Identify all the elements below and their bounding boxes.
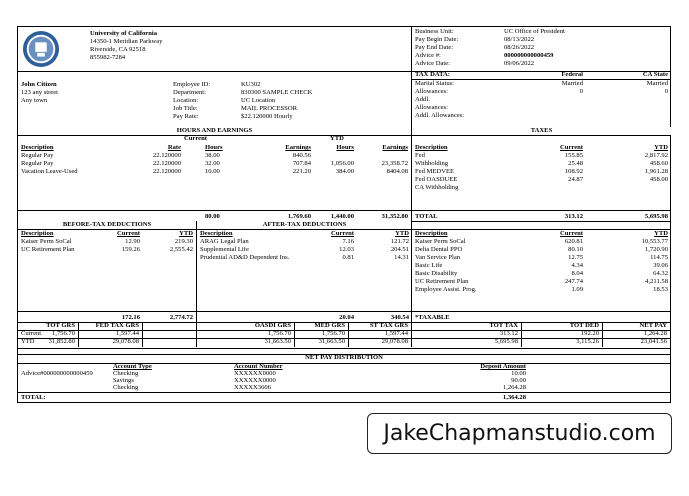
after-tax-section: AFTER-TAX DEDUCTIONS Description Current YTD ARAG Legal Plan 7.16 121.72 Supplemental Life 12.03 204.51 Prudential AD&D Dependent Ins. 0.81 14.31 20.04 340.54: [196, 221, 412, 323]
company-name: University of California: [90, 30, 158, 37]
department: 830300 SAMPLE CHECK: [241, 89, 313, 96]
taxable-note: *TAXABLE: [415, 314, 450, 321]
net-pay-title: NET PAY DISTRIBUTION: [305, 354, 383, 361]
university-seal-icon: [22, 30, 60, 68]
tax-data-federal: Federal: [561, 71, 583, 78]
header-block: [18, 27, 670, 72]
earnings-group-current: Current: [184, 135, 207, 142]
net-pay-total: 1,364.28: [502, 394, 526, 401]
advice-date: 09/06/2022: [504, 60, 535, 67]
net-pay-distribution: NET PAY DISTRIBUTION Account Type Account Number Deposit Amount Advice#000000000000459 Checking XXXXXX0000 10.00 Savings XXXXXX0000 90.00 Checking XXXXX3606 1,264.28 TOTAL: 1,364.28: [18, 354, 670, 402]
employee-name: John Citizen: [21, 81, 57, 88]
employer-benefits-section: Description Current YTD Kaiser Perm SoCal 620.81 10,553.77 Delta Dental PPO 80.10 1,720.90 Van Service Plan 12.75 114.75 Basic Life 4.34 39.06 Basic Disability 8.04 64.32 UC Retirement Plan 247.74 4,211.58 Employee Assist. Prog. 1.09 18.53 *TAXABLE: [411, 221, 671, 323]
company-address2: Riverside, CA 92518: [90, 46, 146, 53]
pay-begin-date: 08/13/2022: [504, 36, 535, 43]
net-pay-total-label: TOTAL:: [21, 394, 46, 401]
tax-data-title: TAX DATA:: [415, 71, 450, 78]
summary-table: TOT GRS FED TAX GRS OASDI GRS MED GRS ST TAX GRS TOT TAX TOT DED NET PAY Current 1,756.70 1,597.44 1,756.70 1,756.70 1,597.44 313.12 192.20 1,264.28 YTD 31,852.80 29,078.08 31,663.50 31,663.50 29,078.08 5,695.98 3,115.26 23,041.56: [18, 322, 670, 349]
after-tax-title: AFTER-TAX DEDUCTIONS: [197, 221, 412, 230]
earnings-section: HOURS AND EARNINGS Current YTD Description Rate Hours Earnings Hours Earnings Regular Pay 22.120000 38.00 840.56 Regular Pay 22.120000 32.00 707.84 1,056.00 23,358.72 Vacation Leave-Used 22.120000 10.00 221.20 384.00 8404.08 80.00 1,769.60 1,440.00 31,352.80: [18, 127, 411, 222]
advice-number: 000000000000459: [504, 52, 554, 59]
business-unit: UC Office of President: [504, 28, 565, 35]
earnings-totals: 80.00 1,769.60 1,440.00 31,352.80: [18, 210, 411, 221]
tax-data: TAX DATA: Federal CA State Marital Status: Married Married Allowances: 0 0 Addl. Allowances: Addl. Allowances:: [411, 71, 671, 127]
taxes-totals: TOTAL 313.12 5,695.98: [412, 210, 671, 221]
taxes-section: TAXES Description Current YTD Fed 155.85 2,817.92 Withholding 25.48 458.60 Fed MEDVEE 108.92 1,961.28 Fed OASDUEE 24.87 458.00 CA Withholding TOTAL 313.12 5,695.98: [411, 127, 671, 222]
company-phone: 855982-7284: [90, 54, 126, 61]
earnings-group-ytd: YTD: [330, 135, 344, 142]
earnings-title: HOURS AND EARNINGS: [18, 127, 411, 136]
watermark-badge: JakeChapmanstudio.com: [367, 413, 672, 454]
company-address1: 14350-1 Meridian Parkway: [90, 38, 163, 45]
before-tax-title: BEFORE-TAX DEDUCTIONS: [18, 221, 196, 230]
before-tax-totals: 172.16 2,774.72: [18, 311, 196, 322]
employee-city: Any town: [21, 97, 48, 104]
before-tax-section: BEFORE-TAX DEDUCTIONS Description Current YTD Kaiser Perm SoCal 12.90 219.30 UC Retirement Plan 159.26 2,555.42 172.16 2,774.72: [18, 221, 196, 323]
employee-block: John Citizen 123 any street Any town Employee ID: Department: Location: Job Title: Pay Rate: KU302 830300 SAMPLE CHECK UC Location MAIL PROCESSOR $22.120000 Hourly TAX DATA: Federal CA State Marital Status: Married Married Allowances: 0 0 Addl. Allowances: Addl. Allowances:: [18, 71, 670, 128]
job-title: MAIL PROCESSOR: [241, 105, 297, 112]
after-tax-totals: 20.04 340.54: [197, 311, 412, 322]
taxes-title: TAXES: [412, 127, 671, 136]
pay-end-date: 08/26/2022: [504, 44, 535, 51]
pay-stub: [17, 26, 671, 403]
location: UC Location: [241, 97, 276, 104]
tax-data-ca: CA State: [642, 71, 668, 78]
business-info: Business Unit: Pay Begin Date: Pay End Date: Advice #: Advice Date: UC Office of President 08/13/2022 08/26/2022 000000000000459 09/06/2022: [411, 27, 671, 71]
employee-street: 123 any street: [21, 89, 58, 96]
pay-rate: $22.120000 Hourly: [241, 113, 293, 120]
employee-id: KU302: [241, 81, 261, 88]
net-pay-advice: Advice#000000000000459: [21, 370, 93, 377]
